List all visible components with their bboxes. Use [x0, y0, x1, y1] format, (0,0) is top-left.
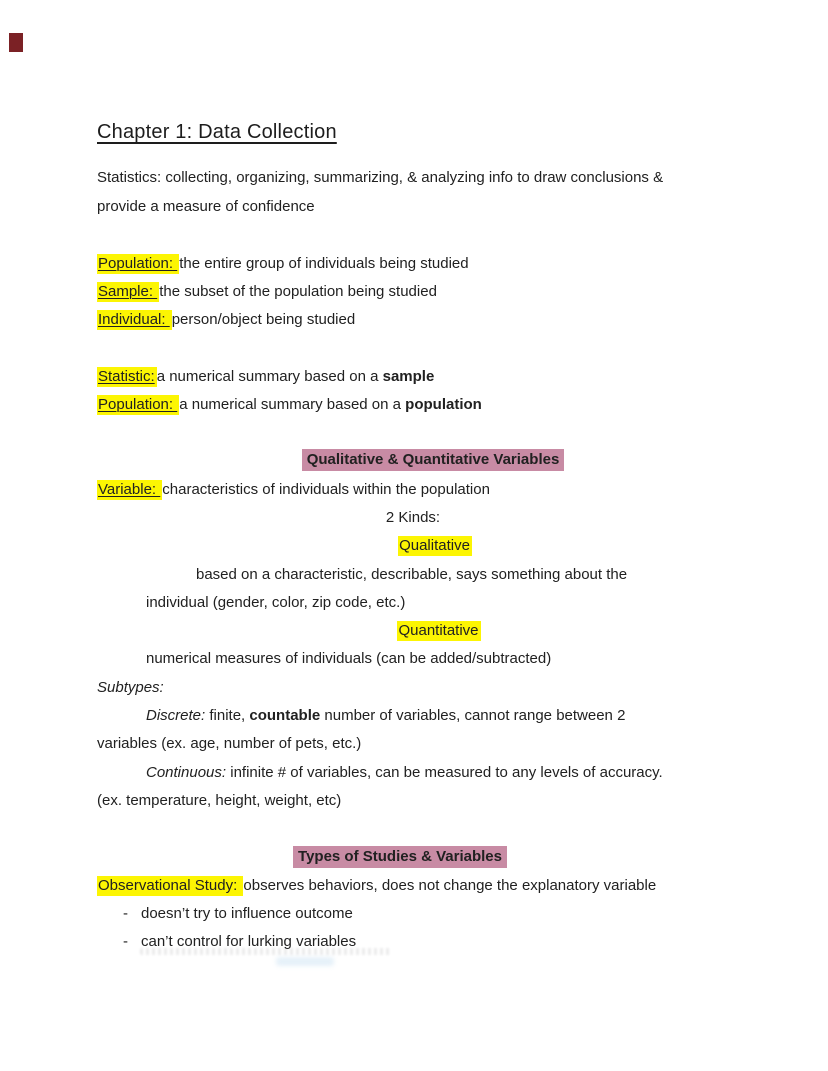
definition-sample: Sample: the subset of the population being studied [98, 283, 437, 300]
definition-variable: Variable: characteristics of individuals within the population [98, 481, 490, 498]
discrete-line: Discrete: finite, countable number of variables, cannot range between 2 [146, 707, 626, 724]
highlighted-term: Variable: [98, 481, 161, 498]
continuous-wrap-line: (ex. temperature, height, weight, etc) [97, 792, 342, 809]
quantitative-label [0, 621, 828, 641]
intro-line-2: provide a measure of confidence [97, 198, 315, 215]
continuous-line: Continuous: infinite # of variables, can be measured to any levels of accuracy. [146, 764, 663, 781]
bullet-dash: - [123, 905, 128, 922]
highlighted-term: Sample: [98, 283, 158, 300]
definition-individual: Individual: person/object being studied [98, 311, 356, 328]
quantitative-desc-line: numerical measures of individuals (can be added/subtracted) [146, 650, 552, 667]
highlighted-term: Population: [98, 255, 178, 272]
discrete-wrap-line: variables (ex. age, number of pets, etc.) [97, 735, 362, 752]
observational-study-line: Observational Study: observes behaviors, does not change the explanatory variable [98, 877, 657, 894]
highlighted-term: Population: [98, 396, 178, 413]
corner-mark [9, 33, 23, 52]
definition-statistic: Statistic: a numerical summary based on a sample [98, 368, 435, 385]
ghost-text-bleedthrough [140, 948, 392, 955]
qualitative-desc-line-2: individual (gender, color, zip code, etc.) [146, 594, 406, 611]
yellow-highlight: Quantitative [398, 622, 479, 639]
section-heading-studies [0, 847, 828, 867]
page-title: Chapter 1: Data Collection [97, 121, 337, 143]
pink-highlight: Qualitative & Quantitative Variables [302, 449, 565, 471]
pink-highlight: Types of Studies & Variables [293, 846, 507, 868]
bullet-dash: - [123, 933, 128, 950]
bullet-item: - doesn’t try to influence outcome [123, 905, 353, 922]
definition-population: Population: the entire group of individuals being studied [98, 255, 469, 272]
highlighted-term: Individual: [98, 311, 170, 328]
qualitative-label [0, 536, 828, 556]
highlighted-term: Statistic: [98, 368, 155, 385]
bullet-item: - can’t control for lurking variables [123, 933, 357, 950]
ghost-smudge [276, 957, 334, 966]
yellow-highlight: Qualitative [399, 537, 470, 554]
two-kinds-line: 2 Kinds: [385, 509, 441, 526]
subtypes-label: Subtypes: [97, 679, 164, 696]
highlighted-term: Observational Study: [98, 877, 242, 894]
qualitative-desc-line-1: based on a characteristic, describable, says something about the [196, 566, 628, 583]
definition-parameter: Population: a numerical summary based on a population [98, 396, 482, 413]
section-heading-variables [0, 450, 828, 470]
intro-line-1: Statistics: collecting, organizing, summarizing, & analyzing info to draw conclusions & [97, 169, 664, 186]
